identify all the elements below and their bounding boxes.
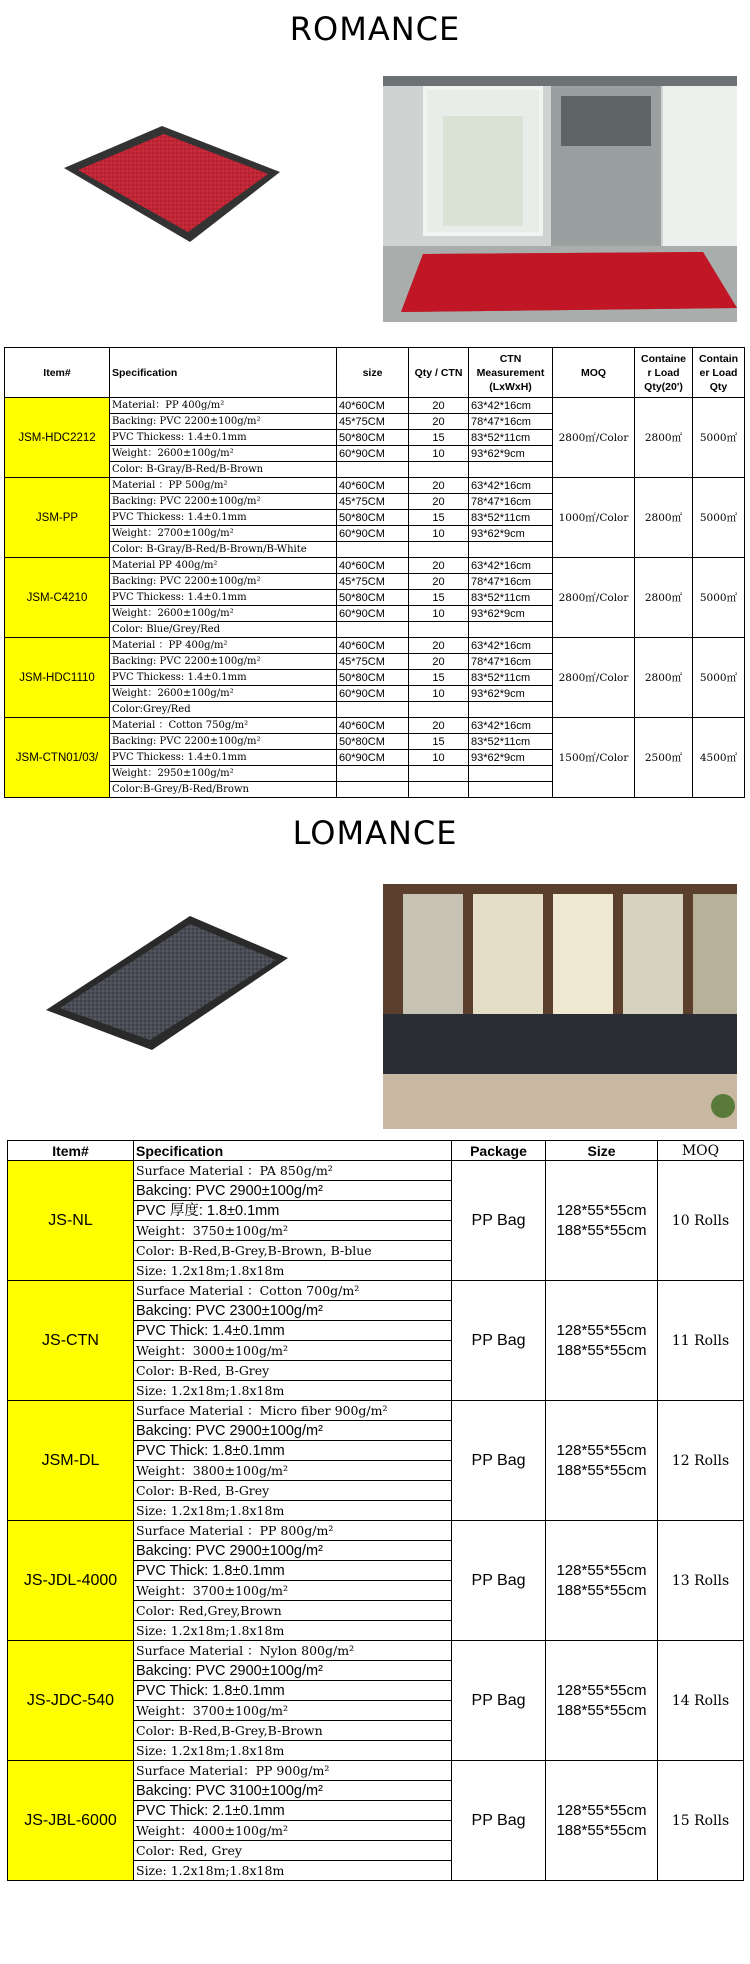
moq-cell: 1500㎡/Color — [553, 718, 635, 798]
header-size: size — [337, 348, 409, 398]
table-row — [8, 1641, 744, 1661]
spec-line: Backing: PVC 2200±100g/m² — [110, 414, 337, 430]
spec-line: Color: Blue/Grey/Red — [110, 622, 337, 638]
spec-line: Weight：3800±100g/m² — [134, 1461, 452, 1481]
header-item: Item# — [5, 348, 110, 398]
size-cell — [337, 782, 409, 798]
table-row — [8, 1401, 744, 1421]
spec-line: Color: Red,Grey,Brown — [134, 1601, 452, 1621]
spec-line: Material PP 400g/m² — [110, 558, 337, 574]
moq-cell: 1000㎡/Color — [553, 478, 635, 558]
size-cell — [546, 1521, 658, 1641]
qty-cell: 20 — [409, 398, 469, 414]
moq-cell: 2800㎡/Color — [553, 638, 635, 718]
grey-mat-entrance-photo — [383, 884, 737, 1129]
header-container-20: Containe r Load Qty(20') — [635, 348, 693, 398]
ctn-cell — [469, 622, 553, 638]
container-20-cell: 2500㎡ — [635, 718, 693, 798]
size-cell: 45*75CM — [337, 574, 409, 590]
size-cell: 40*60CM — [337, 718, 409, 734]
spec-line: Surface Material ：Cotton 700g/m² — [134, 1281, 452, 1301]
table-row — [5, 398, 745, 414]
ctn-cell — [469, 462, 553, 478]
ctn-cell: 93*62*9cm — [469, 526, 553, 542]
spec-line: PVC 厚度: 1.8±0.1mm — [134, 1201, 452, 1221]
size-line: 128*55*55cm — [556, 1321, 647, 1339]
spec-line: Weight：3700±100g/m² — [134, 1581, 452, 1601]
size-line: 188*55*55cm — [556, 1221, 647, 1239]
qty-cell — [409, 542, 469, 558]
moq-cell: 2800㎡/Color — [553, 398, 635, 478]
size-cell: 50*80CM — [337, 590, 409, 606]
size-cell: 60*90CM — [337, 526, 409, 542]
qty-cell: 15 — [409, 510, 469, 526]
spec-line: Size: 1.2x18m;1.8x18m — [134, 1501, 452, 1521]
package-cell: PP Bag — [452, 1641, 546, 1761]
moq-cell: 2800㎡/Color — [553, 558, 635, 638]
size-cell — [337, 542, 409, 558]
spec-line: PVC Thick: 1.8±0.1mm — [134, 1561, 452, 1581]
spec-line: PVC Thick: 2.1±0.1mm — [134, 1801, 452, 1821]
size-cell — [337, 702, 409, 718]
size-line: 188*55*55cm — [556, 1581, 647, 1599]
qty-cell: 20 — [409, 718, 469, 734]
ctn-cell: 83*52*11cm — [469, 734, 553, 750]
size-line: 128*55*55cm — [556, 1201, 647, 1219]
qty-cell: 10 — [409, 686, 469, 702]
spec-line: Bakcing: PVC 2900±100g/m² — [134, 1421, 452, 1441]
container-20-cell: 2800㎡ — [635, 478, 693, 558]
size-cell — [546, 1401, 658, 1521]
ctn-cell — [469, 782, 553, 798]
qty-cell: 20 — [409, 478, 469, 494]
qty-cell: 10 — [409, 526, 469, 542]
item-code: JSM-HDC1110 — [5, 638, 110, 718]
spec-line: Color: B-Red,B-Grey,B-Brown, B-blue — [134, 1241, 452, 1261]
spec-line: Size: 1.2x18m;1.8x18m — [134, 1261, 452, 1281]
qty-cell: 10 — [409, 750, 469, 766]
header-ctn-measurement: CTN Measurement (LxWxH) — [469, 348, 553, 398]
package-cell: PP Bag — [452, 1401, 546, 1521]
spec-line: Surface Material：PP 900g/m² — [134, 1761, 452, 1781]
ctn-cell: 63*42*16cm — [469, 638, 553, 654]
qty-cell: 20 — [409, 414, 469, 430]
ctn-cell: 93*62*9cm — [469, 606, 553, 622]
table-row — [5, 718, 745, 734]
table-row — [5, 638, 745, 654]
spec-line: PVC Thick: 1.4±0.1mm — [134, 1321, 452, 1341]
header-moq: MOQ — [658, 1141, 744, 1161]
spec-line: Surface Material ：Micro fiber 900g/m² — [134, 1401, 452, 1421]
spec-line: Color: B-Red, B-Grey — [134, 1361, 452, 1381]
container-40-cell: 5000㎡ — [693, 558, 745, 638]
red-mat-entrance-photo — [383, 76, 737, 322]
qty-cell — [409, 782, 469, 798]
size-cell — [546, 1161, 658, 1281]
qty-cell: 20 — [409, 494, 469, 510]
qty-cell: 15 — [409, 670, 469, 686]
spec-line: Backing: PVC 2200±100g/m² — [110, 734, 337, 750]
container-20-cell: 2800㎡ — [635, 558, 693, 638]
spec-line: Bakcing: PVC 2900±100g/m² — [134, 1661, 452, 1681]
spec-line: Size: 1.2x18m;1.8x18m — [134, 1381, 452, 1401]
spec-line: Weight：2600±100g/m² — [110, 686, 337, 702]
red-mat-product-image — [60, 116, 285, 246]
spec-line: Size: 1.2x18m;1.8x18m — [134, 1621, 452, 1641]
ctn-cell — [469, 766, 553, 782]
spec-line: Weight：2600±100g/m² — [110, 446, 337, 462]
spec-line: PVC Thickess: 1.4±0.1mm — [110, 590, 337, 606]
spec-line: Material：PP 400g/m² — [110, 398, 337, 414]
size-cell — [337, 766, 409, 782]
ctn-cell: 83*52*11cm — [469, 670, 553, 686]
item-code: JSM-CTN01/03/ — [5, 718, 110, 798]
size-cell: 40*60CM — [337, 638, 409, 654]
size-line: 128*55*55cm — [556, 1801, 647, 1819]
table-row — [8, 1761, 744, 1781]
header-container-40: Contain er Load Qty — [693, 348, 745, 398]
spec-line: Bakcing: PVC 3100±100g/m² — [134, 1781, 452, 1801]
size-cell — [337, 462, 409, 478]
size-cell: 45*75CM — [337, 414, 409, 430]
qty-cell: 10 — [409, 446, 469, 462]
size-cell: 50*80CM — [337, 430, 409, 446]
moq-cell: 13 Rolls — [658, 1521, 744, 1641]
size-cell: 60*90CM — [337, 686, 409, 702]
size-line: 188*55*55cm — [556, 1821, 647, 1839]
ctn-cell: 63*42*16cm — [469, 478, 553, 494]
spec-line: Weight：3000±100g/m² — [134, 1341, 452, 1361]
moq-cell: 14 Rolls — [658, 1641, 744, 1761]
container-40-cell: 5000㎡ — [693, 478, 745, 558]
spec-line: Color: B-Red, B-Grey — [134, 1481, 452, 1501]
ctn-cell: 78*47*16cm — [469, 494, 553, 510]
ctn-cell: 83*52*11cm — [469, 430, 553, 446]
spec-line: Color: B-Gray/B-Red/B-Brown/B-White — [110, 542, 337, 558]
ctn-cell: 83*52*11cm — [469, 510, 553, 526]
package-cell: PP Bag — [452, 1761, 546, 1881]
qty-cell: 20 — [409, 558, 469, 574]
size-cell: 45*75CM — [337, 494, 409, 510]
spec-line: Backing: PVC 2200±100g/m² — [110, 494, 337, 510]
size-cell: 40*60CM — [337, 398, 409, 414]
section-title-lomance: LOMANCE — [292, 814, 458, 852]
size-cell: 50*80CM — [337, 670, 409, 686]
spec-line: Color: B-Red,B-Grey,B-Brown — [134, 1721, 452, 1741]
size-cell: 40*60CM — [337, 558, 409, 574]
ctn-cell: 63*42*16cm — [469, 558, 553, 574]
size-line: 128*55*55cm — [556, 1561, 647, 1579]
spec-line: Size: 1.2x18m;1.8x18m — [134, 1741, 452, 1761]
item-code: JSM-HDC2212 — [5, 398, 110, 478]
spec-line: PVC Thickess: 1.4±0.1mm — [110, 670, 337, 686]
item-code: JSM-C4210 — [5, 558, 110, 638]
package-cell: PP Bag — [452, 1521, 546, 1641]
size-line: 188*55*55cm — [556, 1461, 647, 1479]
table-row — [5, 558, 745, 574]
qty-cell: 15 — [409, 430, 469, 446]
spec-line: Bakcing: PVC 2900±100g/m² — [134, 1541, 452, 1561]
moq-cell: 11 Rolls — [658, 1281, 744, 1401]
size-cell — [546, 1641, 658, 1761]
lomance-spec-table — [7, 1140, 744, 1881]
item-code: JS-NL — [8, 1161, 134, 1281]
qty-cell: 15 — [409, 590, 469, 606]
ctn-cell: 83*52*11cm — [469, 590, 553, 606]
size-cell — [546, 1281, 658, 1401]
item-code: JS-JBL-6000 — [8, 1761, 134, 1881]
size-line: 188*55*55cm — [556, 1341, 647, 1359]
spec-line: Surface Material ：PP 800g/m² — [134, 1521, 452, 1541]
spec-line: Backing: PVC 2200±100g/m² — [110, 654, 337, 670]
table-row — [8, 1281, 744, 1301]
spec-line: Weight：2700±100g/m² — [110, 526, 337, 542]
spec-line: PVC Thick: 1.8±0.1mm — [134, 1441, 452, 1461]
size-cell: 60*90CM — [337, 446, 409, 462]
spec-line: Material ：PP 400g/m² — [110, 638, 337, 654]
item-code: JS-JDL-4000 — [8, 1521, 134, 1641]
ctn-cell: 78*47*16cm — [469, 574, 553, 590]
size-cell: 40*60CM — [337, 478, 409, 494]
qty-cell — [409, 766, 469, 782]
ctn-cell: 78*47*16cm — [469, 414, 553, 430]
spec-line: PVC Thickess: 1.4±0.1mm — [110, 510, 337, 526]
header-size: Size — [546, 1141, 658, 1161]
spec-line: Weight：2600±100g/m² — [110, 606, 337, 622]
spec-line: Backing: PVC 2200±100g/m² — [110, 574, 337, 590]
ctn-cell: 63*42*16cm — [469, 398, 553, 414]
size-line: 128*55*55cm — [556, 1681, 647, 1699]
ctn-cell — [469, 702, 553, 718]
qty-cell: 20 — [409, 638, 469, 654]
header-item: Item# — [8, 1141, 134, 1161]
package-cell: PP Bag — [452, 1161, 546, 1281]
size-cell: 60*90CM — [337, 750, 409, 766]
header-specification: Specification — [110, 348, 337, 398]
romance-spec-table — [4, 347, 745, 798]
spec-line: Color:Grey/Red — [110, 702, 337, 718]
ctn-cell: 93*62*9cm — [469, 446, 553, 462]
spec-line: Surface Material ：PA 850g/m² — [134, 1161, 452, 1181]
container-40-cell: 5000㎡ — [693, 638, 745, 718]
item-code: JS-JDC-540 — [8, 1641, 134, 1761]
moq-cell: 12 Rolls — [658, 1401, 744, 1521]
qty-cell: 15 — [409, 734, 469, 750]
size-cell: 50*80CM — [337, 734, 409, 750]
qty-cell — [409, 462, 469, 478]
spec-line: PVC Thickess: 1.4±0.1mm — [110, 750, 337, 766]
spec-line: Color: Red, Grey — [134, 1841, 452, 1861]
header-package: Package — [452, 1141, 546, 1161]
header-moq: MOQ — [553, 348, 635, 398]
qty-cell — [409, 622, 469, 638]
ctn-cell: 78*47*16cm — [469, 654, 553, 670]
spec-line: PVC Thick: 1.8±0.1mm — [134, 1681, 452, 1701]
item-code: JSM-DL — [8, 1401, 134, 1521]
qty-cell: 10 — [409, 606, 469, 622]
spec-line: Weight：3750±100g/m² — [134, 1221, 452, 1241]
container-40-cell: 4500㎡ — [693, 718, 745, 798]
size-cell — [337, 622, 409, 638]
section-title-romance: ROMANCE — [289, 10, 461, 48]
size-cell: 60*90CM — [337, 606, 409, 622]
ctn-cell: 93*62*9cm — [469, 750, 553, 766]
moq-cell: 10 Rolls — [658, 1161, 744, 1281]
size-cell: 45*75CM — [337, 654, 409, 670]
table-row — [8, 1521, 744, 1541]
qty-cell: 20 — [409, 654, 469, 670]
ctn-cell — [469, 542, 553, 558]
table-row — [5, 478, 745, 494]
spec-line: Bakcing: PVC 2300±100g/m² — [134, 1301, 452, 1321]
spec-line: Weight：2950±100g/m² — [110, 766, 337, 782]
size-cell — [546, 1761, 658, 1881]
ctn-cell: 63*42*16cm — [469, 718, 553, 734]
spec-line: Material ：Cotton 750g/m² — [110, 718, 337, 734]
size-cell: 50*80CM — [337, 510, 409, 526]
item-code: JS-CTN — [8, 1281, 134, 1401]
spec-line: Weight：4000±100g/m² — [134, 1821, 452, 1841]
spec-line: Bakcing: PVC 2900±100g/m² — [134, 1181, 452, 1201]
header-qty-ctn: Qty / CTN — [409, 348, 469, 398]
spec-line: Size: 1.2x18m;1.8x18m — [134, 1861, 452, 1881]
spec-line: PVC Thickess: 1.4±0.1mm — [110, 430, 337, 446]
grey-mat-product-image — [40, 900, 290, 1050]
header-specification: Specification — [134, 1141, 452, 1161]
ctn-cell: 93*62*9cm — [469, 686, 553, 702]
qty-cell: 20 — [409, 574, 469, 590]
package-cell: PP Bag — [452, 1281, 546, 1401]
spec-line: Material ：PP 500g/m² — [110, 478, 337, 494]
size-line: 128*55*55cm — [556, 1441, 647, 1459]
table-row — [8, 1161, 744, 1181]
container-20-cell: 2800㎡ — [635, 638, 693, 718]
qty-cell — [409, 702, 469, 718]
container-20-cell: 2800㎡ — [635, 398, 693, 478]
spec-line: Weight：3700±100g/m² — [134, 1701, 452, 1721]
container-40-cell: 5000㎡ — [693, 398, 745, 478]
spec-line: Color:B-Grey/B-Red/Brown — [110, 782, 337, 798]
moq-cell: 15 Rolls — [658, 1761, 744, 1881]
spec-line: Surface Material ：Nylon 800g/m² — [134, 1641, 452, 1661]
item-code: JSM-PP — [5, 478, 110, 558]
size-line: 188*55*55cm — [556, 1701, 647, 1719]
spec-line: Color: B-Gray/B-Red/B-Brown — [110, 462, 337, 478]
